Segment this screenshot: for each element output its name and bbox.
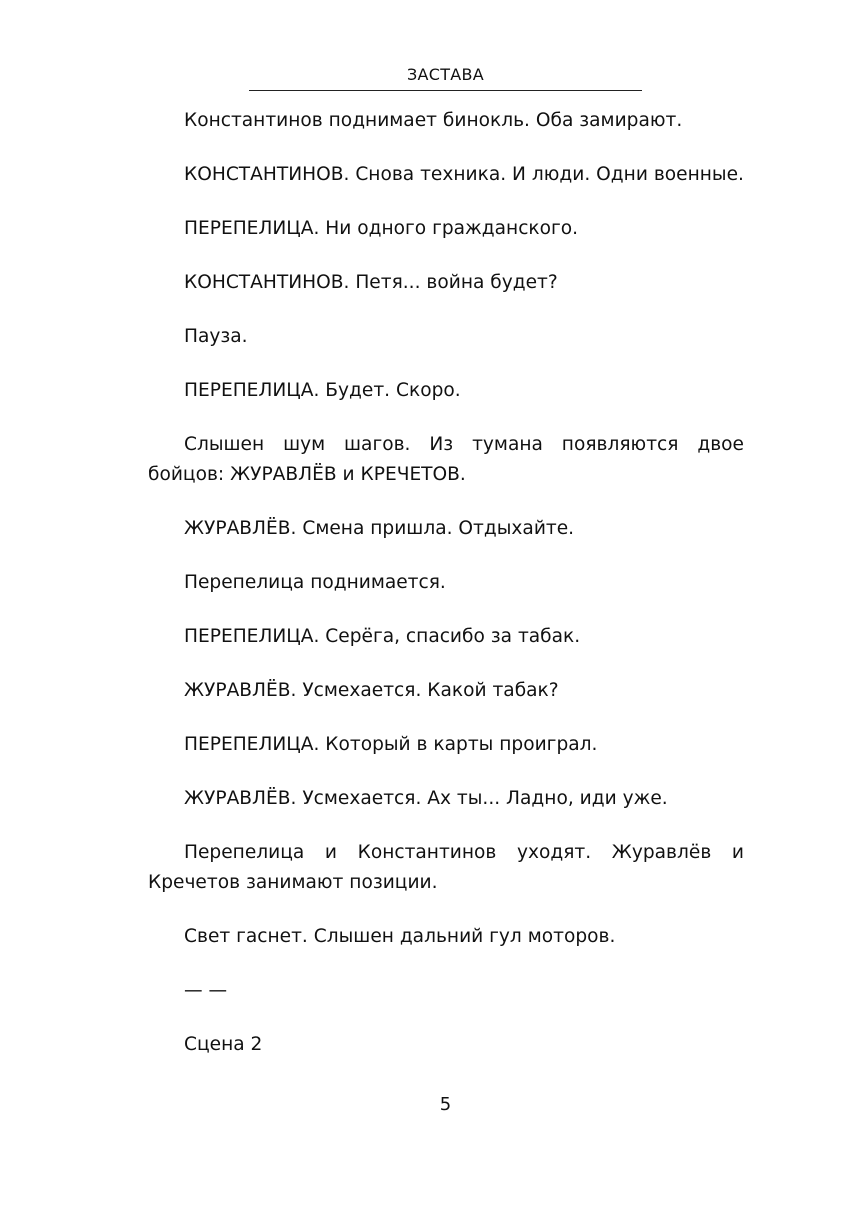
paragraph: ЖУРАВЛЁВ. Усмехается. Какой табак? <box>184 680 559 701</box>
paragraph: Слышен шум шагов. Из тумана появляются двое бойцов: ЖУРАВЛЁВ и КРЕЧЕТОВ. <box>148 434 744 485</box>
scene-heading: Сцена 2 <box>184 1034 263 1055</box>
paragraph: Пауза. <box>184 326 248 347</box>
paragraph: ЖУРАВЛЁВ. Смена пришла. Отдыхайте. <box>184 518 575 539</box>
paragraph: ПЕРЕПЕЛИЦА. Который в карты проиграл. <box>184 734 598 755</box>
paragraph: ПЕРЕПЕЛИЦА. Будет. Скоро. <box>184 380 461 401</box>
paragraph: ЖУРАВЛЁВ. Усмехается. Ах ты... Ладно, иди уже. <box>184 788 668 809</box>
paragraph: Перепелица и Константинов уходят. Журавлёв и Кречетов занимают позиции. <box>148 842 744 893</box>
page-number: 5 <box>439 1094 452 1115</box>
paragraph: КОНСТАНТИНОВ. Петя... война будет? <box>184 272 558 293</box>
running-header: ЗАСТАВА <box>249 64 642 91</box>
paragraph: ПЕРЕПЕЛИЦА. Ни одного гражданского. <box>184 218 579 239</box>
page-body <box>148 106 744 1084</box>
paragraph: Константинов поднимает бинокль. Оба замирают. <box>184 110 683 131</box>
paragraph: Свет гаснет. Слышен дальний гул моторов. <box>184 926 616 947</box>
paragraph: ПЕРЕПЕЛИЦА. Серёга, спасибо за табак. <box>184 626 581 647</box>
scene-separator: — — <box>184 980 228 1001</box>
paragraph: Перепелица поднимается. <box>184 572 446 593</box>
paragraph: КОНСТАНТИНОВ. Снова техника. И люди. Одни военные. <box>184 164 744 185</box>
